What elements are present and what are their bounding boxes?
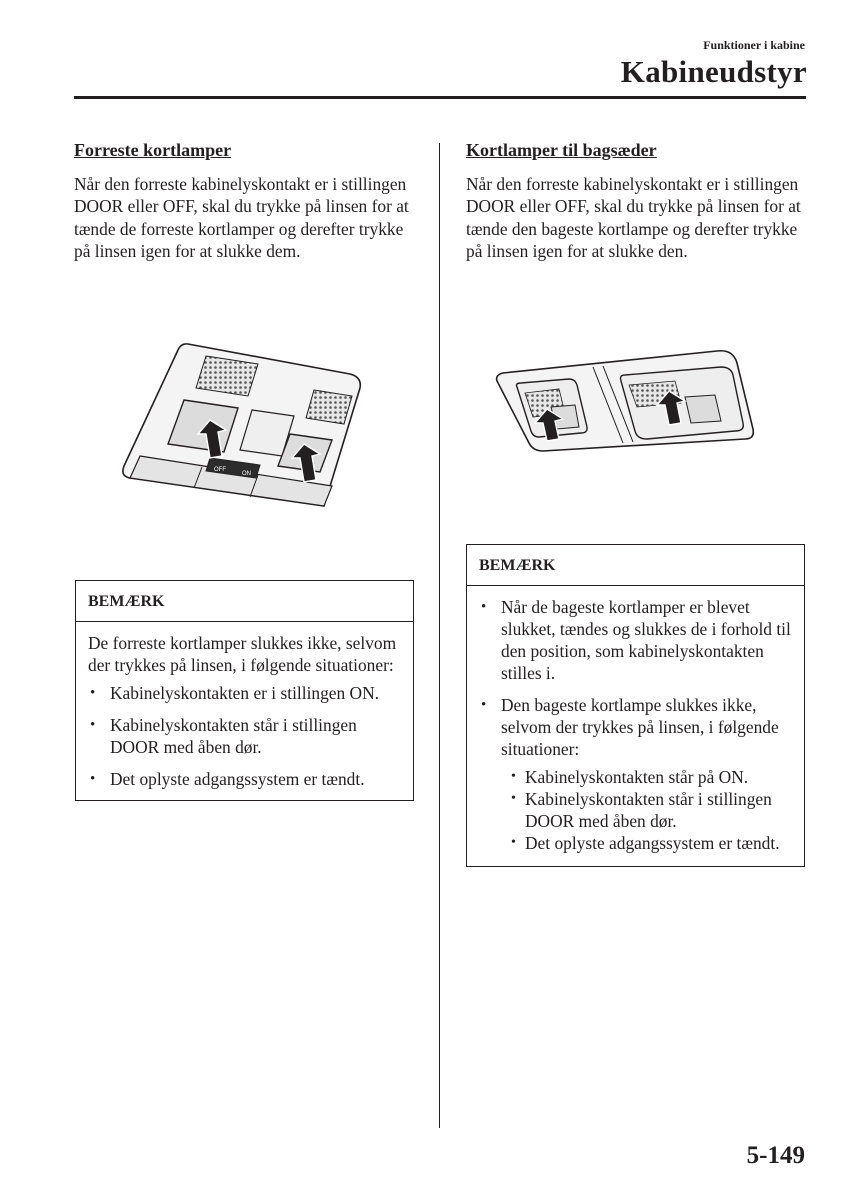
column-divider xyxy=(439,143,440,1128)
left-note-list xyxy=(76,678,413,800)
list-item xyxy=(479,596,794,684)
list-item-text: Når de bageste kortlamper er blevet slukket, tændes og slukkes de i forhold til den position, som kabinelyskontakten stilles i. xyxy=(501,597,791,683)
left-note-title: BEMÆRK xyxy=(76,581,413,622)
page-title: Kabineudstyr xyxy=(620,54,807,89)
list-item-text: Det oplyste adgangssystem er tændt. xyxy=(110,769,365,789)
right-note-sublist xyxy=(467,766,804,866)
right-note-list xyxy=(467,586,804,766)
list-item xyxy=(88,768,403,790)
sub-list-item xyxy=(511,766,798,788)
list-item-text: Den bageste kortlampe slukkes ikke, selvom der trykkes på linsen, i følgende situationer: xyxy=(501,695,779,759)
list-item-text: Kabinelyskontakten er i stillingen ON. xyxy=(110,683,380,703)
header-rule xyxy=(74,96,806,99)
right-body: Når den forreste kabinelyskontakt er i stillingen DOOR eller OFF, skal du trykke på linsen for at tænde den bageste kortlampe og derefter trykke på linsen igen for at slukke den. xyxy=(466,174,801,261)
switch-label-on: ON xyxy=(242,471,251,477)
bullet-icon: • xyxy=(90,771,96,787)
right-note-title: BEMÆRK xyxy=(467,545,804,586)
right-column xyxy=(466,140,806,262)
list-item-text: Kabinelyskontakten står i stillingen DOOR med åben dør. xyxy=(110,715,357,757)
sub-list-item-text: Kabinelyskontakten står på ON. xyxy=(525,767,749,787)
sub-list-item-text: Kabinelyskontakten står i stillingen DOOR med åben dør. xyxy=(525,789,772,831)
front-map-lamp-illustration xyxy=(118,330,378,510)
list-item xyxy=(88,682,403,704)
left-column xyxy=(74,140,414,262)
bullet-icon: • xyxy=(511,769,516,784)
right-rear-lamp-lens[interactable] xyxy=(685,395,721,423)
switch-label-off: OFF xyxy=(214,467,226,473)
left-note-box xyxy=(75,580,414,801)
sub-list-item xyxy=(511,832,798,854)
page-number: 5-149 xyxy=(746,1142,805,1169)
right-heading: Kortlamper til bagsæder xyxy=(466,140,657,160)
left-note-intro: De forreste kortlamper slukkes ikke, selvom der trykkes på linsen, i følgende situationer: xyxy=(88,633,397,675)
sub-list-item xyxy=(511,788,798,832)
bullet-icon: • xyxy=(511,791,516,806)
bullet-icon: • xyxy=(90,717,96,733)
sub-list-item-text: Det oplyste adgangssystem er tændt. xyxy=(525,833,780,853)
right-grille xyxy=(306,390,352,424)
list-item xyxy=(479,694,794,760)
bullet-icon: • xyxy=(90,685,96,701)
left-body: Når den forreste kabinelyskontakt er i stillingen DOOR eller OFF, skal du trykke på linsen for at tænde de forreste kortlamper og derefter trykke på linsen igen for at slukke dem. xyxy=(74,174,409,261)
list-item xyxy=(88,714,403,758)
right-note-box xyxy=(466,544,805,867)
bullet-icon: • xyxy=(481,599,487,615)
bullet-icon: • xyxy=(511,835,516,850)
rear-map-lamp-illustration xyxy=(495,343,755,453)
section-label: Funktioner i kabine xyxy=(703,38,805,52)
bullet-icon: • xyxy=(481,697,487,713)
left-heading: Forreste kortlamper xyxy=(74,140,232,160)
